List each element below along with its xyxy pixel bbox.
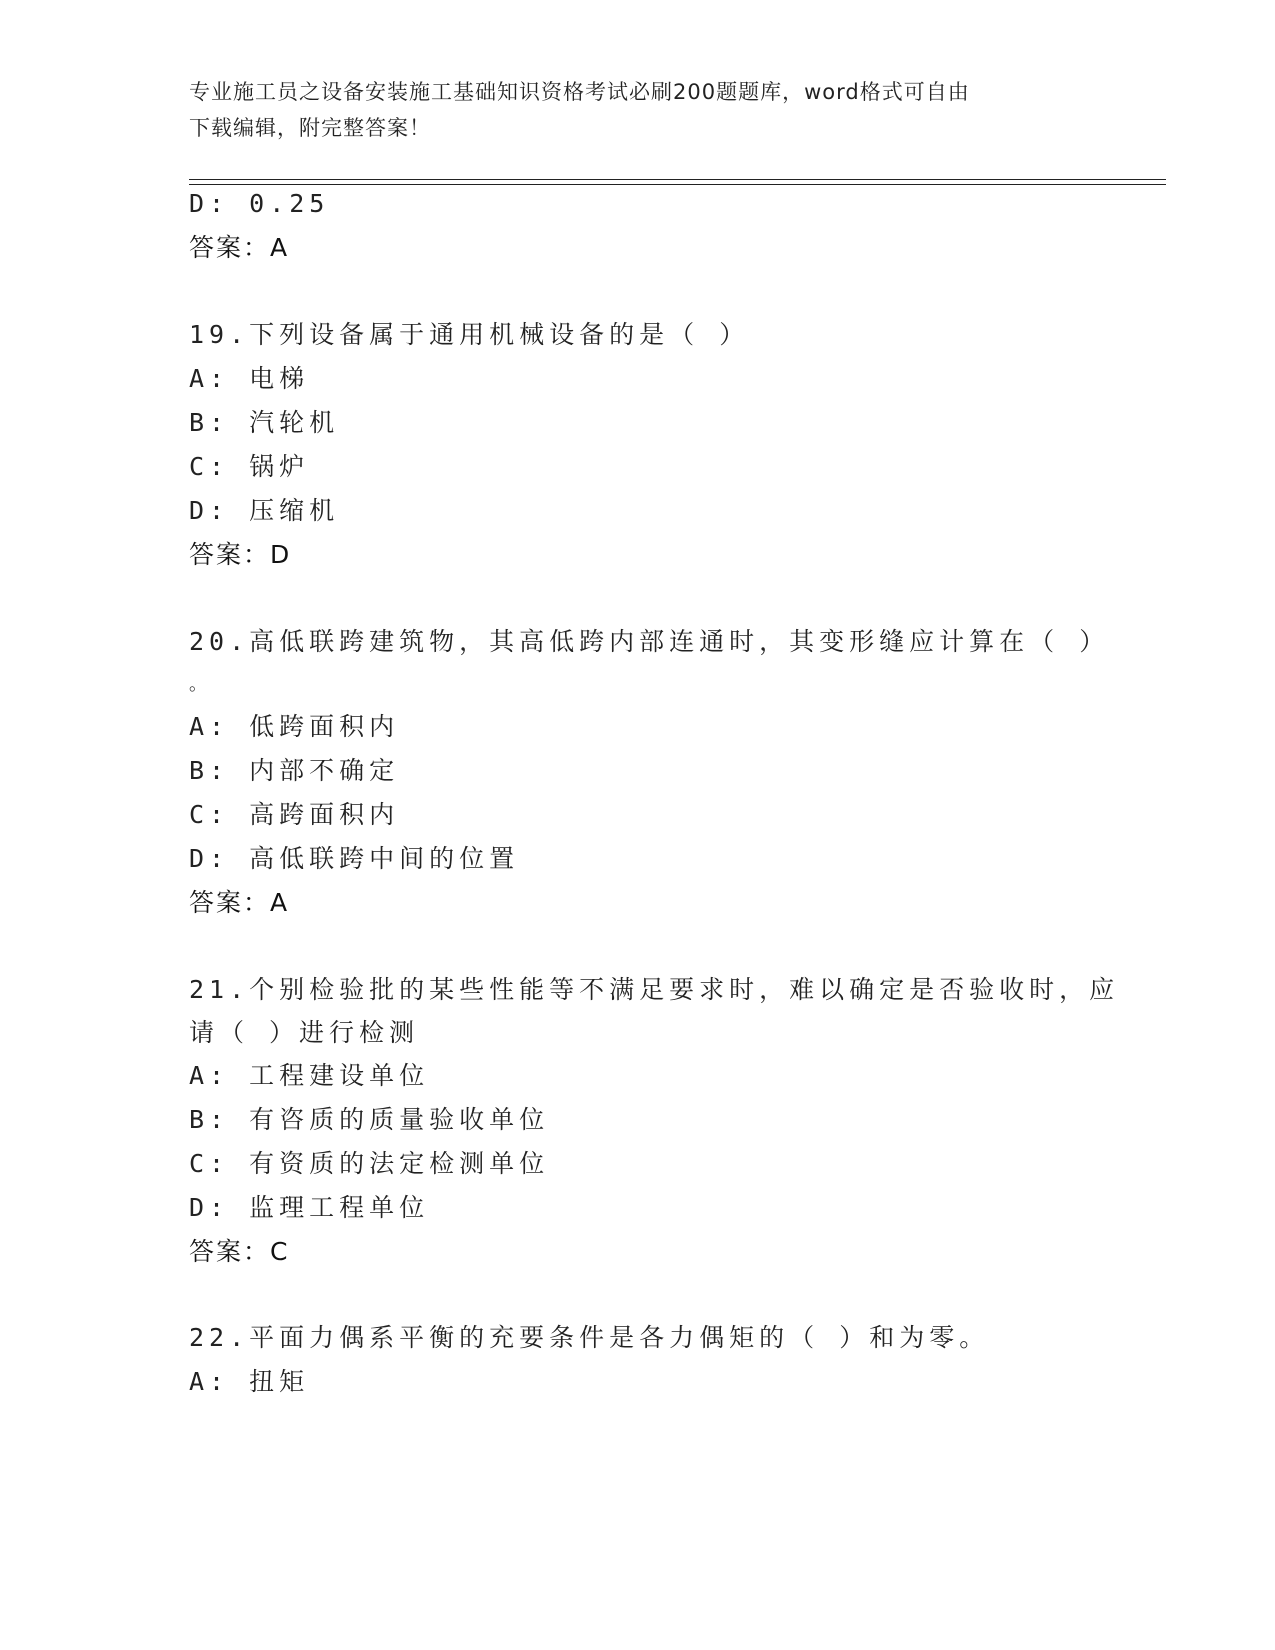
option-c: C: 有资质的法定检测单位 bbox=[189, 1149, 550, 1178]
question-stem-continuation: 。 bbox=[189, 674, 212, 695]
option-b: B: 内部不确定 bbox=[189, 756, 400, 785]
question-stem: 20.高低联跨建筑物，其高低跨内部连通时，其变形缝应计算在（ ） bbox=[189, 627, 1110, 656]
header-line-1: 专业施工员之设备安装施工基础知识资格考试必刷200题题库，word格式可自由 bbox=[189, 80, 970, 104]
option-a: A: 工程建设单位 bbox=[189, 1061, 430, 1090]
option-d: D: 0.25 bbox=[189, 189, 330, 218]
option-d: D: 高低联跨中间的位置 bbox=[189, 844, 520, 873]
answer-line: 答案：D bbox=[189, 540, 292, 569]
option-a: A: 扭矩 bbox=[189, 1367, 310, 1396]
option-c: C: 锅炉 bbox=[189, 452, 310, 481]
option-b: B: 汽轮机 bbox=[189, 408, 340, 437]
question-stem-continuation: 请（ ）进行检测 bbox=[189, 1018, 420, 1047]
answer-line: 答案：A bbox=[189, 888, 290, 917]
option-a: A: 低跨面积内 bbox=[189, 712, 400, 741]
question-stem: 19.下列设备属于通用机械设备的是（ ） bbox=[189, 320, 750, 349]
header-divider-top bbox=[189, 179, 1166, 180]
option-c: C: 高跨面积内 bbox=[189, 800, 400, 829]
answer-line: 答案：C bbox=[189, 1237, 290, 1266]
question-stem: 21.个别检验批的某些性能等不满足要求时，难以确定是否验收时，应 bbox=[189, 975, 1120, 1004]
option-d: D: 监理工程单位 bbox=[189, 1193, 430, 1222]
document-header bbox=[189, 74, 1089, 146]
option-a: A: 电梯 bbox=[189, 364, 310, 393]
answer-line: 答案：A bbox=[189, 233, 290, 262]
option-b: B: 有咨质的质量验收单位 bbox=[189, 1105, 550, 1134]
header-line-2: 下载编辑，附完整答案！ bbox=[189, 116, 431, 140]
question-stem: 22.平面力偶系平衡的充要条件是各力偶矩的（ ）和为零。 bbox=[189, 1323, 990, 1352]
option-d: D: 压缩机 bbox=[189, 496, 340, 525]
header-divider-bottom bbox=[189, 184, 1166, 185]
